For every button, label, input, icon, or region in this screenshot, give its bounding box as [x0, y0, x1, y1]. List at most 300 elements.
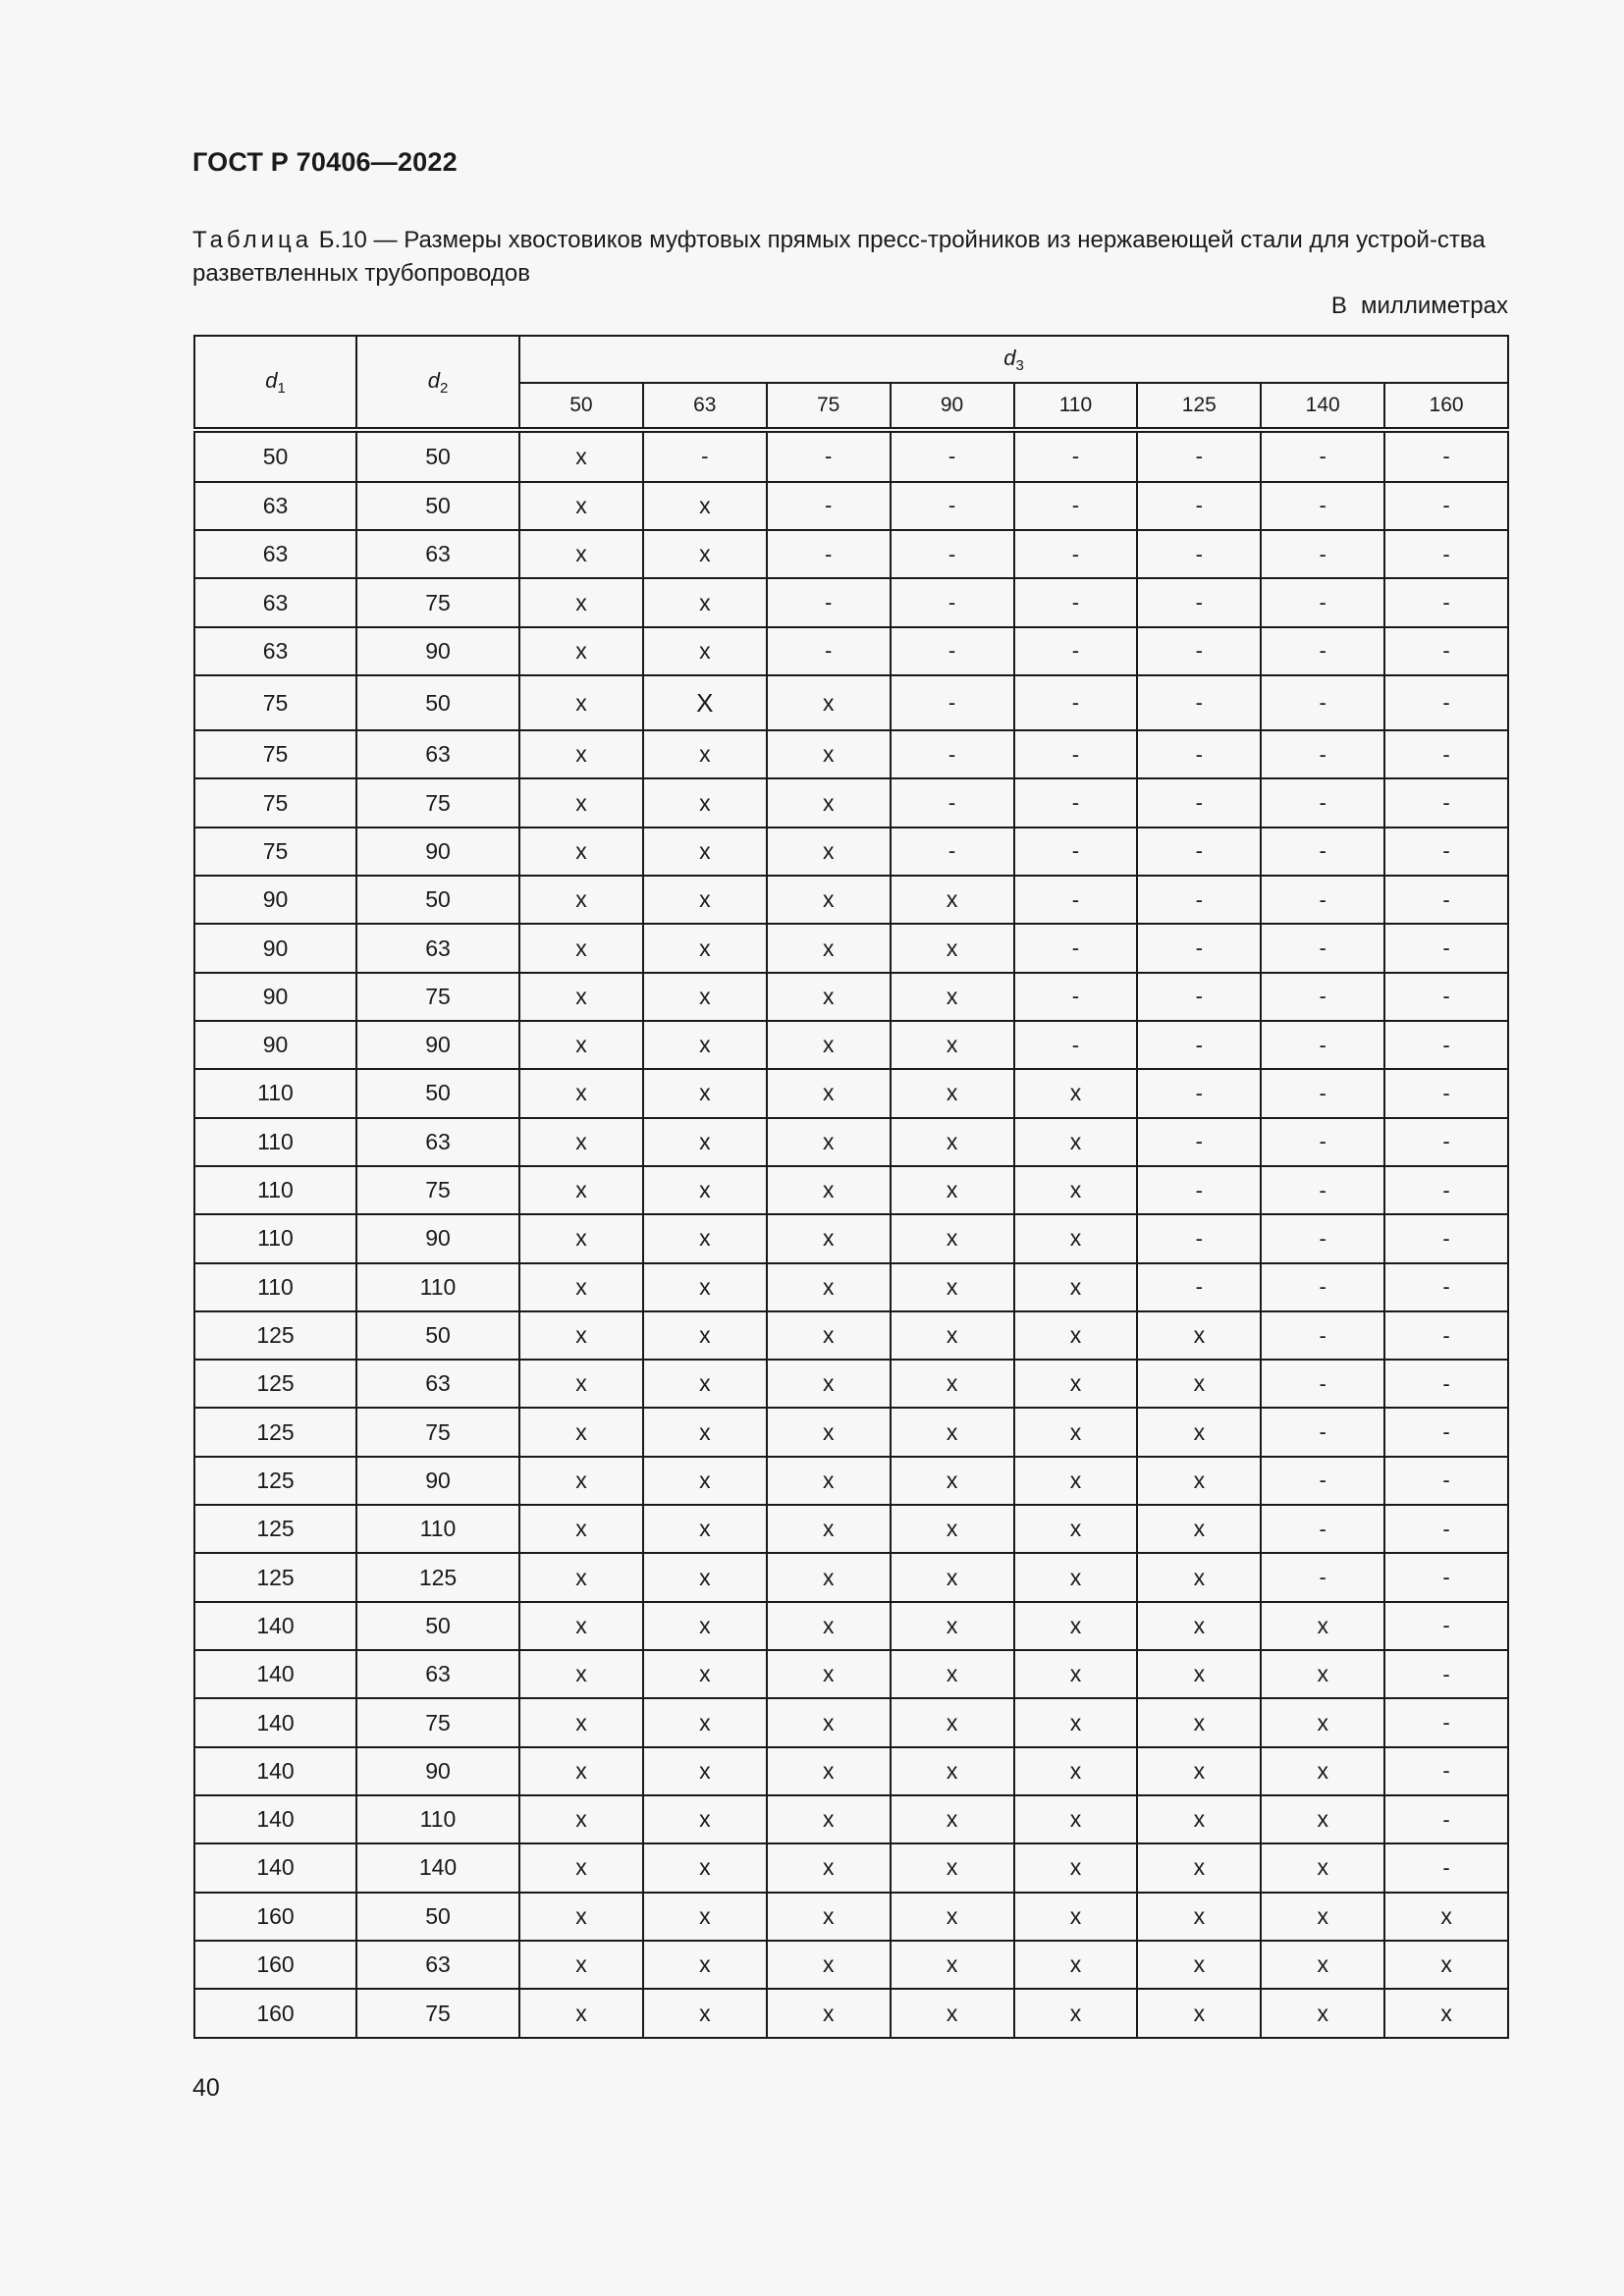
- units-note: [1331, 293, 1508, 320]
- cell-d1: 160: [194, 1989, 356, 2038]
- cell-availability: x: [767, 1214, 891, 1262]
- cell-d2: 90: [356, 1457, 519, 1505]
- cell-availability: x: [643, 973, 767, 1021]
- header-d3-column: 50: [519, 383, 643, 430]
- cell-availability: x: [519, 778, 643, 827]
- cell-availability: x: [891, 1843, 1014, 1892]
- cell-availability: -: [1384, 1118, 1508, 1166]
- cell-availability: x: [767, 1263, 891, 1311]
- cell-availability: x: [1384, 1989, 1508, 2038]
- cell-availability: x: [891, 1505, 1014, 1553]
- header-d3-column: 75: [767, 383, 891, 430]
- table-row: [194, 730, 1508, 778]
- cell-availability: x: [767, 1698, 891, 1746]
- cell-availability: x: [519, 1311, 643, 1360]
- header-d3-column: 90: [891, 383, 1014, 430]
- cell-availability: x: [643, 1408, 767, 1456]
- cell-availability: x: [519, 1263, 643, 1311]
- table-row: [194, 1021, 1508, 1069]
- cell-d1: 75: [194, 675, 356, 730]
- cell-d2: 50: [356, 876, 519, 924]
- cell-availability: -: [1261, 876, 1384, 924]
- cell-d1: 125: [194, 1553, 356, 1601]
- cell-availability: x: [1014, 1069, 1138, 1117]
- cell-d2: 75: [356, 1408, 519, 1456]
- cell-d1: 110: [194, 1069, 356, 1117]
- cell-d1: 63: [194, 578, 356, 626]
- cell-availability: -: [891, 730, 1014, 778]
- cell-d2: 110: [356, 1505, 519, 1553]
- cell-availability: -: [1261, 430, 1384, 482]
- cell-availability: x: [519, 1989, 643, 2038]
- cell-availability: x: [643, 730, 767, 778]
- cell-availability: x: [519, 578, 643, 626]
- cell-d2: 50: [356, 1311, 519, 1360]
- cell-availability: x: [1261, 1650, 1384, 1698]
- cell-availability: x: [1137, 1698, 1261, 1746]
- cell-availability: x: [643, 778, 767, 827]
- cell-availability: x: [643, 828, 767, 876]
- cell-availability: -: [1014, 675, 1138, 730]
- cell-availability: -: [1384, 675, 1508, 730]
- cell-availability: -: [1261, 1505, 1384, 1553]
- cell-availability: -: [1137, 1118, 1261, 1166]
- cell-availability: -: [891, 430, 1014, 482]
- cell-availability: -: [1261, 1263, 1384, 1311]
- header-d1: $d_1$: [194, 336, 356, 430]
- cell-availability: x: [1014, 1311, 1138, 1360]
- cell-availability: x: [643, 1505, 767, 1553]
- cell-availability: -: [891, 578, 1014, 626]
- cell-availability: -: [1384, 530, 1508, 578]
- cell-availability: x: [519, 530, 643, 578]
- cell-d2: 90: [356, 1214, 519, 1262]
- cell-availability: -: [767, 482, 891, 530]
- cell-availability: x: [891, 1118, 1014, 1166]
- cell-availability: x: [643, 1553, 767, 1601]
- cell-availability: x: [643, 924, 767, 972]
- cell-availability: x: [767, 730, 891, 778]
- cell-availability: -: [1261, 1069, 1384, 1117]
- cell-availability: x: [767, 1360, 891, 1408]
- cell-availability: x: [1014, 1263, 1138, 1311]
- cell-availability: x: [767, 1650, 891, 1698]
- cell-availability: x: [643, 1118, 767, 1166]
- cell-d1: 90: [194, 973, 356, 1021]
- table-body: [194, 430, 1508, 2038]
- cell-availability: x: [891, 1166, 1014, 1214]
- cell-availability: -: [1261, 1118, 1384, 1166]
- cell-availability: -: [1014, 430, 1138, 482]
- units-prefix: В: [1330, 293, 1347, 319]
- cell-availability: x: [1137, 1989, 1261, 2038]
- cell-availability: -: [1384, 1698, 1508, 1746]
- cell-availability: -: [1014, 578, 1138, 626]
- cell-d1: 125: [194, 1311, 356, 1360]
- cell-availability: -: [1261, 627, 1384, 675]
- cell-availability: x: [519, 1166, 643, 1214]
- cell-d2: 50: [356, 1069, 519, 1117]
- cell-availability: x: [1137, 1893, 1261, 1941]
- cell-availability: x: [767, 876, 891, 924]
- cell-availability: -: [1014, 627, 1138, 675]
- cell-availability: -: [1384, 1214, 1508, 1262]
- cell-availability: x: [891, 1795, 1014, 1843]
- table-row: [194, 1408, 1508, 1456]
- cell-d1: 140: [194, 1602, 356, 1650]
- cell-d1: 50: [194, 430, 356, 482]
- header-d3: $d_3$: [519, 336, 1508, 383]
- cell-d2: 90: [356, 627, 519, 675]
- cell-d1: 110: [194, 1118, 356, 1166]
- cell-d2: 125: [356, 1553, 519, 1601]
- cell-availability: x: [643, 1650, 767, 1698]
- cell-availability: x: [891, 973, 1014, 1021]
- cell-availability: -: [1261, 924, 1384, 972]
- cell-availability: x: [891, 1457, 1014, 1505]
- cell-availability: -: [1137, 876, 1261, 924]
- cell-availability: x: [767, 924, 891, 972]
- header-d2: $d_2$: [356, 336, 519, 430]
- table-row: [194, 1941, 1508, 1989]
- cell-availability: x: [1137, 1553, 1261, 1601]
- cell-d2: 90: [356, 828, 519, 876]
- cell-availability: x: [767, 1505, 891, 1553]
- table-row: [194, 578, 1508, 626]
- cell-availability: x: [767, 1311, 891, 1360]
- cell-availability: x: [891, 1698, 1014, 1746]
- cell-availability: x: [643, 1263, 767, 1311]
- cell-availability: x: [643, 1214, 767, 1262]
- cell-availability: x: [519, 1408, 643, 1456]
- cell-availability: x: [767, 1553, 891, 1601]
- cell-d1: 125: [194, 1408, 356, 1456]
- cell-availability: -: [891, 530, 1014, 578]
- table-row: [194, 1069, 1508, 1117]
- cell-availability: -: [767, 430, 891, 482]
- cell-availability: -: [1261, 1360, 1384, 1408]
- cell-availability: x: [891, 1650, 1014, 1698]
- cell-availability: -: [1014, 828, 1138, 876]
- cell-availability: -: [1261, 1553, 1384, 1601]
- dimensions-table: [193, 335, 1509, 2039]
- cell-availability: x: [767, 778, 891, 827]
- cell-availability: -: [1261, 1457, 1384, 1505]
- cell-availability: x: [519, 1747, 643, 1795]
- cell-availability: x: [643, 1698, 767, 1746]
- cell-availability: -: [1384, 578, 1508, 626]
- cell-availability: x: [519, 482, 643, 530]
- cell-availability: x: [1137, 1311, 1261, 1360]
- cell-availability: x: [891, 1311, 1014, 1360]
- cell-availability: -: [1137, 1214, 1261, 1262]
- cell-d1: 125: [194, 1505, 356, 1553]
- cell-availability: x: [1261, 1941, 1384, 1989]
- cell-d1: 63: [194, 530, 356, 578]
- cell-availability: x: [767, 1941, 891, 1989]
- cell-availability: -: [767, 530, 891, 578]
- cell-availability: x: [891, 1602, 1014, 1650]
- cell-availability: -: [1137, 1021, 1261, 1069]
- cell-availability: x: [519, 1941, 643, 1989]
- cell-availability: x: [767, 1747, 891, 1795]
- cell-availability: x: [1137, 1602, 1261, 1650]
- cell-availability: x: [519, 1698, 643, 1746]
- cell-d2: 63: [356, 1650, 519, 1698]
- cell-availability: x: [643, 1795, 767, 1843]
- cell-availability: x: [643, 876, 767, 924]
- cell-d1: 140: [194, 1795, 356, 1843]
- cell-availability: -: [1384, 1795, 1508, 1843]
- cell-availability: x: [891, 1941, 1014, 1989]
- cell-availability: -: [1384, 876, 1508, 924]
- cell-availability: -: [1384, 1843, 1508, 1892]
- cell-availability: x: [1014, 1698, 1138, 1746]
- cell-availability: -: [1261, 828, 1384, 876]
- cell-d2: 50: [356, 675, 519, 730]
- cell-availability: x: [891, 1553, 1014, 1601]
- cell-availability: -: [1014, 730, 1138, 778]
- table-row: [194, 1843, 1508, 1892]
- cell-availability: x: [519, 1505, 643, 1553]
- cell-availability: x: [767, 828, 891, 876]
- header-d3-column: 63: [643, 383, 767, 430]
- cell-availability: x: [1384, 1941, 1508, 1989]
- table-row: [194, 1505, 1508, 1553]
- cell-availability: -: [1014, 973, 1138, 1021]
- cell-d2: 63: [356, 1941, 519, 1989]
- cell-availability: x: [767, 1457, 891, 1505]
- cell-availability: x: [1014, 1650, 1138, 1698]
- header-d3-column: 140: [1261, 383, 1384, 430]
- cell-availability: x: [643, 1311, 767, 1360]
- table-row: [194, 778, 1508, 827]
- table-row: [194, 1214, 1508, 1262]
- cell-availability: -: [1384, 1311, 1508, 1360]
- cell-availability: x: [643, 1069, 767, 1117]
- cell-d2: 63: [356, 730, 519, 778]
- cell-availability: x: [767, 1166, 891, 1214]
- cell-availability: -: [1014, 482, 1138, 530]
- cell-availability: x: [519, 1602, 643, 1650]
- cell-availability: x: [1137, 1941, 1261, 1989]
- cell-availability: x: [519, 627, 643, 675]
- cell-availability: x: [519, 1021, 643, 1069]
- page-number: 40: [192, 2074, 220, 2102]
- table-row: [194, 627, 1508, 675]
- cell-availability: -: [1261, 675, 1384, 730]
- cell-availability: -: [1384, 1457, 1508, 1505]
- cell-availability: x: [519, 730, 643, 778]
- table-row: [194, 876, 1508, 924]
- cell-availability: -: [1384, 973, 1508, 1021]
- cell-availability: x: [1014, 1553, 1138, 1601]
- cell-availability: -: [1137, 1069, 1261, 1117]
- cell-d2: 110: [356, 1263, 519, 1311]
- cell-availability: x: [1014, 1989, 1138, 2038]
- cell-availability: x: [767, 1795, 891, 1843]
- cell-availability: -: [1261, 482, 1384, 530]
- cell-availability: -: [1261, 730, 1384, 778]
- cell-availability: -: [1384, 924, 1508, 972]
- table-row: [194, 1698, 1508, 1746]
- cell-availability: -: [1384, 627, 1508, 675]
- cell-availability: x: [519, 1893, 643, 1941]
- table-header: [194, 336, 1508, 430]
- cell-d1: 140: [194, 1698, 356, 1746]
- cell-d2: 75: [356, 778, 519, 827]
- cell-availability: -: [1384, 1360, 1508, 1408]
- cell-d1: 140: [194, 1843, 356, 1892]
- table-row: [194, 1360, 1508, 1408]
- cell-d1: 110: [194, 1263, 356, 1311]
- cell-availability: x: [891, 1989, 1014, 2038]
- cell-availability: x: [643, 1843, 767, 1892]
- cell-availability: -: [1137, 530, 1261, 578]
- table-row: [194, 530, 1508, 578]
- cell-d2: 110: [356, 1795, 519, 1843]
- cell-d1: 75: [194, 778, 356, 827]
- cell-availability: -: [1137, 1263, 1261, 1311]
- cell-availability: x: [1014, 1747, 1138, 1795]
- table-row: [194, 924, 1508, 972]
- cell-availability: x: [891, 924, 1014, 972]
- cell-availability: x: [643, 1166, 767, 1214]
- cell-availability: x: [519, 1795, 643, 1843]
- cell-availability: x: [1137, 1505, 1261, 1553]
- table-row: [194, 1650, 1508, 1698]
- table-row: [194, 1263, 1508, 1311]
- cell-availability: x: [519, 1650, 643, 1698]
- table-row: [194, 1989, 1508, 2038]
- cell-availability: x: [1261, 1747, 1384, 1795]
- table-caption-text: Б.10 — Размеры хвостовиков муфтовых прямых пресс-тройников из нержавеющей стали для устрой-ства разветвленных трубопроводов: [192, 227, 1486, 287]
- cell-availability: x: [1014, 1893, 1138, 1941]
- cell-availability: -: [1384, 730, 1508, 778]
- cell-d1: 140: [194, 1747, 356, 1795]
- cell-d2: 140: [356, 1843, 519, 1892]
- cell-d2: 75: [356, 973, 519, 1021]
- cell-availability: -: [1014, 530, 1138, 578]
- cell-availability: -: [1384, 778, 1508, 827]
- cell-availability: -: [1261, 1311, 1384, 1360]
- cell-availability: -: [1137, 430, 1261, 482]
- cell-availability: -: [767, 578, 891, 626]
- cell-availability: -: [1384, 1505, 1508, 1553]
- cell-availability: x: [1384, 1893, 1508, 1941]
- cell-availability: x: [1137, 1360, 1261, 1408]
- cell-availability: x: [767, 1602, 891, 1650]
- table-row: [194, 1118, 1508, 1166]
- cell-availability: -: [891, 675, 1014, 730]
- cell-availability: x: [519, 1457, 643, 1505]
- cell-availability: x: [1014, 1118, 1138, 1166]
- cell-d2: 50: [356, 430, 519, 482]
- cell-availability: x: [1137, 1457, 1261, 1505]
- cell-availability: -: [891, 778, 1014, 827]
- cell-availability: -: [1014, 1021, 1138, 1069]
- cell-availability: x: [643, 1360, 767, 1408]
- cell-d1: 63: [194, 627, 356, 675]
- cell-availability: -: [1384, 1553, 1508, 1601]
- cell-availability: x: [1261, 1989, 1384, 2038]
- cell-d2: 50: [356, 482, 519, 530]
- cell-availability: -: [1384, 1650, 1508, 1698]
- cell-availability: x: [1014, 1166, 1138, 1214]
- header-d3-column: 160: [1384, 383, 1508, 430]
- cell-availability: x: [643, 530, 767, 578]
- cell-d1: 110: [194, 1214, 356, 1262]
- cell-availability: x: [643, 1893, 767, 1941]
- cell-availability: x: [767, 1989, 891, 2038]
- cell-d1: 140: [194, 1650, 356, 1698]
- cell-d2: 75: [356, 1166, 519, 1214]
- table-row: [194, 1893, 1508, 1941]
- document-code: ГОСТ Р 70406—2022: [192, 147, 458, 177]
- cell-availability: x: [1137, 1650, 1261, 1698]
- cell-availability: x: [519, 924, 643, 972]
- cell-availability: x: [1137, 1795, 1261, 1843]
- cell-d2: 75: [356, 578, 519, 626]
- cell-availability: -: [1137, 675, 1261, 730]
- cell-availability: x: [1014, 1602, 1138, 1650]
- table-row: [194, 1166, 1508, 1214]
- cell-availability: -: [1384, 1263, 1508, 1311]
- cell-availability: -: [1137, 778, 1261, 827]
- cell-availability: -: [1384, 1747, 1508, 1795]
- cell-availability: -: [643, 430, 767, 482]
- cell-d1: 110: [194, 1166, 356, 1214]
- cell-availability: -: [1384, 1408, 1508, 1456]
- table-caption-label: Таблица: [192, 227, 313, 253]
- cell-availability: x: [767, 1408, 891, 1456]
- cell-availability: -: [1261, 1214, 1384, 1262]
- table-row: [194, 1457, 1508, 1505]
- cell-availability: x: [643, 627, 767, 675]
- cell-availability: -: [1014, 778, 1138, 827]
- cell-availability: x: [1261, 1893, 1384, 1941]
- cell-availability: -: [1261, 778, 1384, 827]
- cell-availability: -: [1261, 530, 1384, 578]
- cell-availability: x: [519, 1360, 643, 1408]
- cell-d1: 90: [194, 876, 356, 924]
- cell-d1: 125: [194, 1360, 356, 1408]
- cell-d1: 90: [194, 1021, 356, 1069]
- cell-availability: x: [643, 1989, 767, 2038]
- header-d3-column: 125: [1137, 383, 1261, 430]
- table-row: [194, 482, 1508, 530]
- cell-availability: -: [1137, 482, 1261, 530]
- cell-availability: x: [643, 1457, 767, 1505]
- cell-availability: x: [1014, 1214, 1138, 1262]
- cell-availability: -: [1384, 1602, 1508, 1650]
- cell-availability: -: [1384, 1021, 1508, 1069]
- cell-availability: x: [519, 1118, 643, 1166]
- cell-d1: 63: [194, 482, 356, 530]
- cell-d2: 63: [356, 1118, 519, 1166]
- cell-availability: -: [1384, 828, 1508, 876]
- cell-availability: x: [1014, 1457, 1138, 1505]
- table-row: [194, 828, 1508, 876]
- cell-availability: x: [767, 1843, 891, 1892]
- cell-availability: x: [519, 876, 643, 924]
- cell-availability: x: [1014, 1941, 1138, 1989]
- cell-availability: x: [1137, 1408, 1261, 1456]
- cell-availability: x: [643, 578, 767, 626]
- cell-availability: -: [1384, 1069, 1508, 1117]
- cell-availability: x: [519, 675, 643, 730]
- header-d3-column: 110: [1014, 383, 1138, 430]
